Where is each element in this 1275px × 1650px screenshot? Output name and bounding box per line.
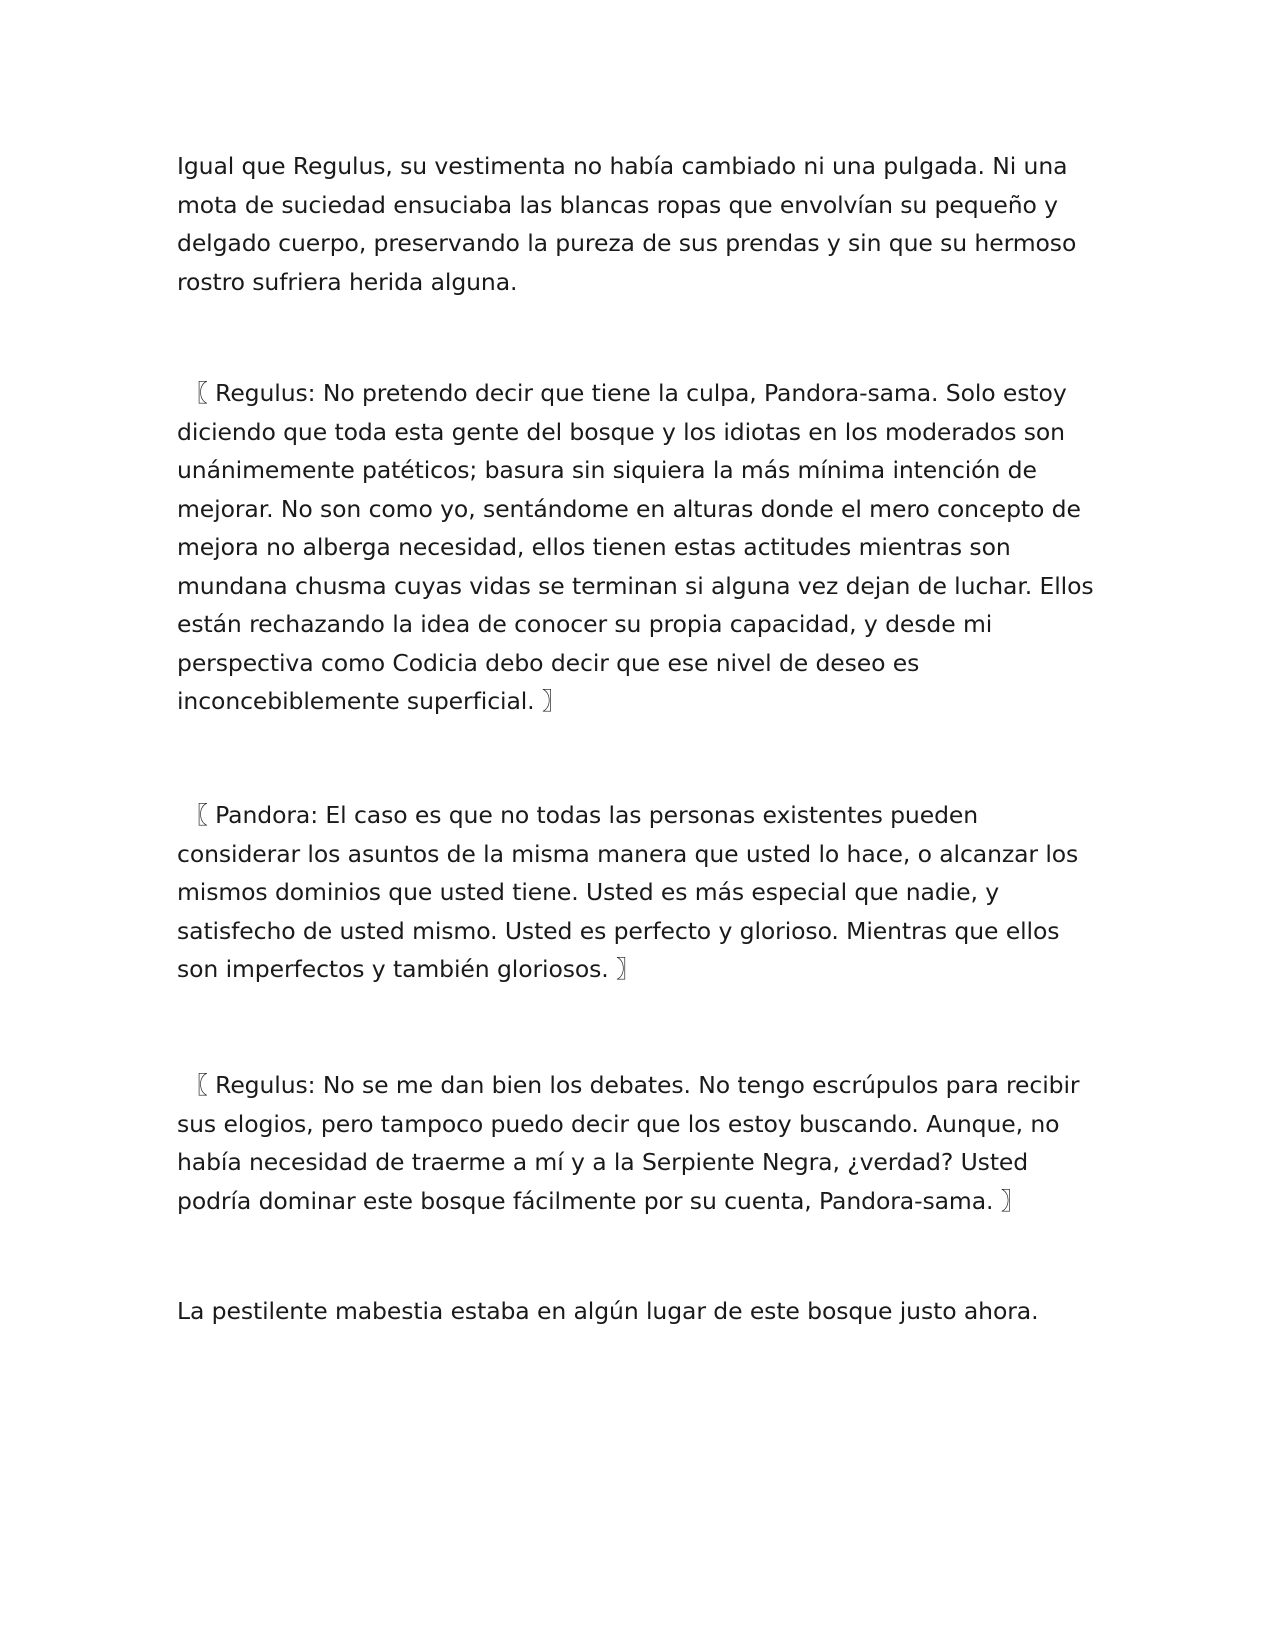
dialogue-paragraph-regulus-2	[177, 1066, 1117, 1220]
text-line: delgado cuerpo, preservando la pureza de sus prendas y sin que su hermoso	[177, 229, 1077, 257]
narration-paragraph-1	[177, 147, 1117, 301]
text-line: inconcebiblemente superficial. 〗	[177, 687, 566, 715]
text-line: 〖 Regulus: No se me dan bien los debates. No tengo escrúpulos para recibir	[177, 1071, 1080, 1099]
text-line: están rechazando la idea de conocer su propia capacidad, y desde mi	[177, 610, 993, 638]
text-line: son imperfectos y también gloriosos. 〗	[177, 955, 640, 983]
text-line: había necesidad de traerme a mí y a la Serpiente Negra, ¿verdad? Usted	[177, 1148, 1029, 1176]
text-line: 〖 Regulus: No pretendo decir que tiene la culpa, Pandora-sama. Solo estoy	[177, 379, 1067, 407]
text-line: mismos dominios que usted tiene. Usted es más especial que nadie, y	[177, 878, 999, 906]
text-line: rostro sufriera herida alguna.	[177, 267, 518, 296]
text-line: La pestilente mabestia estaba en algún lugar de este bosque justo ahora.	[177, 1297, 1039, 1325]
narration-paragraph-2	[177, 1292, 1117, 1331]
text-line: considerar los asuntos de la misma manera que usted lo hace, o alcanzar los	[177, 839, 1079, 868]
text-line: satisfecho de usted mismo. Usted es perfecto y glorioso. Mientras que ellos	[177, 916, 1060, 945]
text-line: 〖 Pandora: El caso es que no todas las personas existentes pueden	[177, 801, 979, 829]
text-line: diciendo que toda esta gente del bosque y los idiotas en los moderados son	[177, 417, 1065, 446]
text-line: mota de suciedad ensuciaba las blancas ropas que envolvían su pequeño y	[177, 190, 1058, 219]
text-line: mejora no alberga necesidad, ellos tienen estas actitudes mientras son	[177, 533, 1011, 561]
text-line: sus elogios, pero tampoco puedo decir que los estoy buscando. Aunque, no	[177, 1109, 1060, 1138]
text-line: Igual que Regulus, su vestimenta no había cambiado ni una pulgada. Ni una	[177, 152, 1068, 180]
dialogue-paragraph-pandora	[177, 796, 1117, 989]
text-line: podría dominar este bosque fácilmente por su cuenta, Pandora-sama. 〗	[177, 1186, 1025, 1215]
text-line: mejorar. No son como yo, sentándome en alturas donde el mero concepto de	[177, 494, 1081, 523]
text-line: mundana chusma cuyas vidas se terminan si alguna vez dejan de luchar. Ellos	[177, 571, 1094, 600]
text-line: unánimemente patéticos; basura sin siquiera la más mínima intención de	[177, 456, 1037, 484]
text-line: perspectiva como Codicia debo decir que ese nivel de deseo es	[177, 648, 920, 677]
dialogue-paragraph-regulus-1	[177, 374, 1117, 721]
